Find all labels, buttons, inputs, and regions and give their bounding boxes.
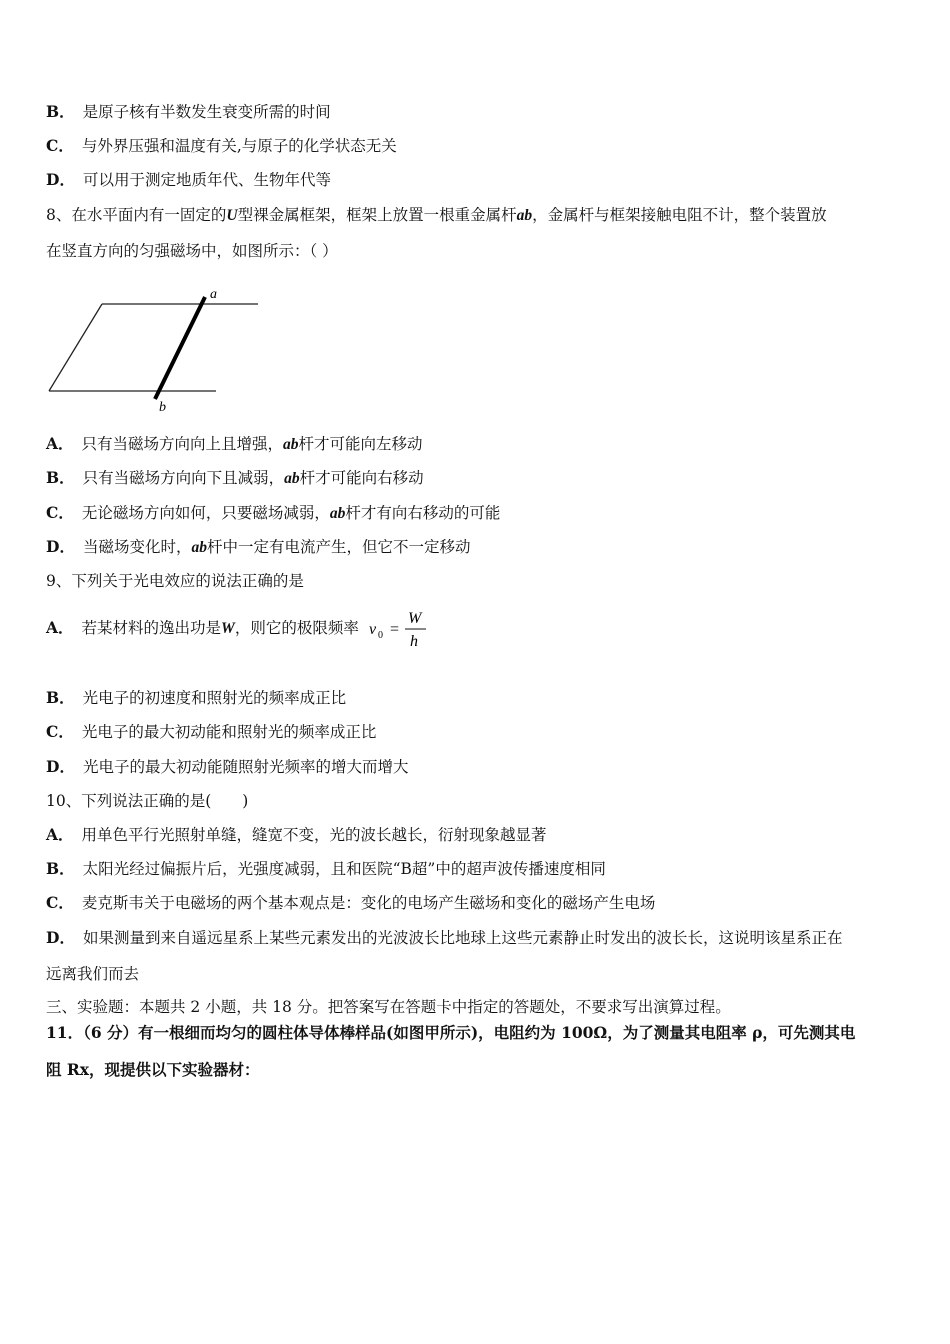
stem-text: 8、在水平面内有一固定的 xyxy=(46,206,227,224)
q8-option-b xyxy=(46,468,424,489)
option-label: B． xyxy=(46,102,75,121)
q9-option-c xyxy=(46,722,376,742)
option-text: 可以用于测定地质年代、生物年代等 xyxy=(82,171,331,189)
formula-equals: = xyxy=(389,621,399,638)
option-text: 用单色平行光照射单缝，缝宽不变，光的波长越长，衍射现象越显著 xyxy=(81,826,547,844)
option-label: C． xyxy=(46,722,74,741)
option-text: 与外界压强和温度有关,与原子的化学状态无关 xyxy=(81,137,397,155)
symbol-ab: ab xyxy=(283,436,299,453)
u-frame-diagram xyxy=(46,285,266,413)
label-b: b xyxy=(159,400,166,413)
option-text: ，则它的极限频率 xyxy=(234,619,359,637)
q11-stem-line2: 阻 Rx，现提供以下实验器材： xyxy=(46,1060,260,1079)
option-label: B． xyxy=(46,468,75,487)
symbol-u: U xyxy=(226,207,238,224)
frame-left-side xyxy=(49,304,102,391)
option-text: 无论磁场方向如何，只要磁场减弱， xyxy=(81,504,330,522)
q7-option-d xyxy=(46,170,331,190)
q11-stem-line1: 11．（6 分）有一根细而均匀的圆柱体导体棒样品(如图甲所示)，电阻约为 100Ω，为了测量其电阻率 ρ，可先测其电 xyxy=(46,1023,856,1042)
option-text: 杆才有向右移动的可能 xyxy=(345,504,501,522)
option-text: 只有当磁场方向向上且增强， xyxy=(81,435,284,453)
symbol-ab: ab xyxy=(284,470,300,487)
option-text: 杆中一定有电流产生，但它不一定移动 xyxy=(206,538,471,556)
option-label: D． xyxy=(46,928,75,947)
option-label: C． xyxy=(46,893,74,912)
option-text: 杆才可能向左移动 xyxy=(298,435,423,453)
symbol-ab: ab xyxy=(329,505,346,522)
q7-option-c xyxy=(46,136,397,156)
option-label: D． xyxy=(46,757,75,776)
q10-option-d xyxy=(46,928,842,948)
q9-option-d xyxy=(46,757,408,777)
option-text: 太阳光经过偏振片后，光强度减弱，且和医院“B超”中的超声波传播速度相同 xyxy=(82,860,606,878)
option-text: 光电子的最大初动能和照射光的频率成正比 xyxy=(81,723,377,741)
symbol-ab: ab xyxy=(516,207,533,224)
formula-numerator: W xyxy=(407,610,422,627)
q8-stem-line1 xyxy=(46,205,827,226)
option-text: 光电子的初速度和照射光的频率成正比 xyxy=(82,689,347,707)
option-label: C． xyxy=(46,503,74,522)
option-label: B． xyxy=(46,859,75,878)
symbol-w: W xyxy=(221,620,235,637)
q10-option-b xyxy=(46,859,606,879)
option-text: 杆才可能向右移动 xyxy=(299,469,424,487)
option-label: A． xyxy=(46,434,74,453)
q10-stem: 10、下列说法正确的是( ) xyxy=(46,792,249,810)
q10-option-c xyxy=(46,893,655,913)
q7-option-b xyxy=(46,102,331,122)
option-text: 只有当磁场方向向下且减弱， xyxy=(82,469,285,487)
metal-rod-ab xyxy=(155,297,205,399)
symbol-ab: ab xyxy=(191,539,207,556)
option-label: D． xyxy=(46,170,75,189)
formula-v: v xyxy=(368,621,376,638)
option-text: 若某材料的逸出功是 xyxy=(81,619,222,637)
q8-option-c xyxy=(46,503,500,524)
option-text: 如果测量到来自遥远星系上某些元素发出的光波波长比地球上这些元素静止时发出的波长长，这说明该星系正在 xyxy=(82,929,843,947)
formula-subscript: 0 xyxy=(377,630,383,641)
option-text: 光电子的最大初动能随照射光频率的增大而增大 xyxy=(82,758,409,776)
option-text: 是原子核有半数发生衰变所需的时间 xyxy=(82,103,331,121)
option-label: B． xyxy=(46,688,75,707)
option-label: A． xyxy=(46,618,74,637)
q9-option-b xyxy=(46,688,346,708)
option-text: 当磁场变化时， xyxy=(82,538,192,556)
option-text: 麦克斯韦关于电磁场的两个基本观点是：变化的电场产生磁场和变化的磁场产生电场 xyxy=(81,894,656,912)
q8-option-d xyxy=(46,537,470,558)
stem-text: 型裸金属框架，框架上放置一根重金属杆 xyxy=(237,206,517,224)
formula-denominator: h xyxy=(409,633,418,650)
q10-option-a xyxy=(46,825,547,845)
threshold-frequency-formula xyxy=(368,606,430,652)
q9-stem: 9、下列关于光电效应的说法正确的是 xyxy=(46,572,304,590)
q8-stem-line2: 在竖直方向的匀强磁场中，如图所示：（ ） xyxy=(46,242,338,260)
option-label: D． xyxy=(46,537,75,556)
stem-text: ，金属杆与框架接触电阻不计，整个装置放 xyxy=(532,206,827,224)
q9-option-a xyxy=(46,605,430,651)
section-heading: 三、实验题：本题共 2 小题，共 18 分。把答案写在答题卡中指定的答题处，不要求写出演算过程。 xyxy=(46,998,731,1016)
option-label: C． xyxy=(46,136,74,155)
q10-option-d-continued: 远离我们而去 xyxy=(46,965,140,983)
option-label: A． xyxy=(46,825,74,844)
q8-option-a xyxy=(46,434,423,455)
label-a: a xyxy=(210,287,217,302)
